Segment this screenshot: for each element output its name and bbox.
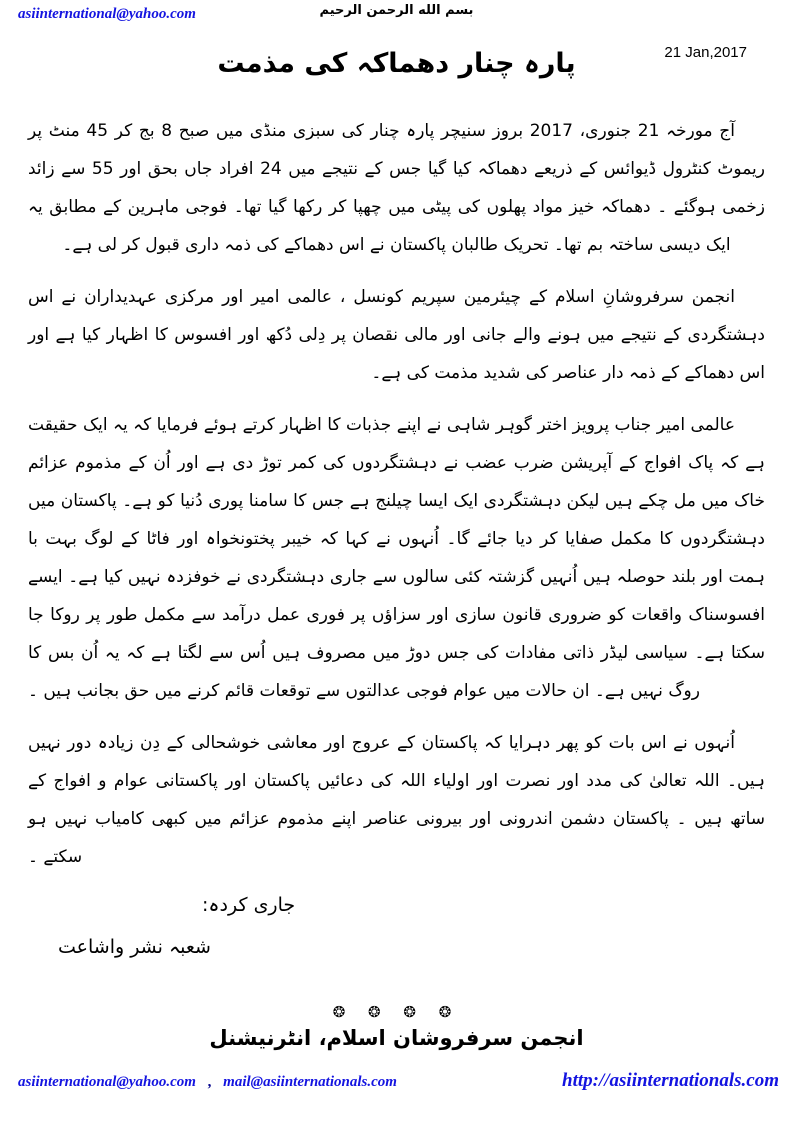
publications-department-label: شعبہ نشر واشاعت [58, 936, 211, 958]
body-paragraph: اُنہوں نے اس بات کو پھر دہرایا کہ پاکستان کے عروج اور معاشی خوشحالی کے دِن زیادہ دور نہیں ہیں۔ اللہ تعالیٰ کی مدد اور نصرت اور اولیاء اللہ کی دعائیں پاکستان اور پاکستانی عوام و افواج کے ساتھ ہیں ۔ پاکستان دشمن اندرونی اور بیرونی عناصر اپنے مذموم عزائم میں کبھی کامیاب نہیں ہو سکتے ۔ [28, 733, 765, 867]
document-body [28, 112, 765, 890]
document-date: 21 Jan,2017 [664, 44, 747, 61]
body-paragraph: انجمن سرفروشانِ اسلام کے چیئرمین سپریم کونسل ، عالمی امیر اور مرکزی عہدیداران نے اس دہشتگردی کے نتیجے میں ہونے والے جانی اور مالی نقصان پر دِلی دُکھ اور افسوس کا اظہار کیا ہے اور اس دھماکے کے ذمہ دار عناصر کی شدید مذمت کی ہے۔ [28, 287, 765, 383]
footer-links-row [18, 1070, 779, 1092]
footer-website-link[interactable]: http://asiinternationals.com [562, 1070, 779, 1091]
body-paragraph: آج مورخہ 21 جنوری، 2017 بروز سنیچر پارہ چنار کی سبزی منڈی میں صبح 8 بج کر 45 منٹ پر ریموٹ کنٹرول ڈیوائس کے ذریعے دھماکہ کیا گیا جس کے نتیجے میں 24 افراد جاں بحق اور 55 سے زائد زخمی ہوگئے ۔ دھماکہ خیز مواد پھلوں کی پیٹی میں چھپا کر رکھا گیا تھا۔ فوجی ماہرین کے مطابق یہ ایک دیسی ساختہ بم تھا۔ تحریک طالبان پاکستان نے اس دھماکے کی ذمہ داری قبول کر لی ہے۔ [28, 121, 765, 255]
bismillah-text: بسم الله الرحمن الرحيم [319, 3, 474, 18]
footer-email-separator: , [207, 1074, 212, 1090]
organization-name: انجمن سرفروشان اسلام، انٹرنیشنل [209, 1026, 584, 1050]
footer-email-group [18, 1074, 397, 1091]
issued-by-label: جاری کردہ: [202, 894, 296, 916]
page-title: پارہ چنار دھماکہ کی مذمت [217, 48, 576, 79]
header-email-link[interactable]: asiinternational@yahoo.com [18, 6, 196, 22]
rosette-ornament-icon: ❂ ❂ ❂ ❂ [332, 1003, 461, 1021]
body-paragraph: عالمی امیر جناب پرویز اختر گوہر شاہی نے اپنے جذبات کا اظہار کرتے ہوئے فرمایا کہ یہ ایک حقیقت ہے کہ پاک افواج کے آپریشن ضرب عضب نے دہشتگردوں کی کمر توڑ دی ہے اور اُن کے مذموم عزائم خاک میں مل چکے ہیں لیکن دہشتگردی ایک ایسا چیلنج ہے جس کا سامنا پوری دُنیا کو ہے۔ پاکستان میں دہشتگردوں کا مکمل صفایا کر دیا جائے گا۔ اُنہوں نے کہا کہ خیبر پختونخواہ اور فاٹا کے لوگ بہت با ہمت اور بلند حوصلہ ہیں اُنہیں گزشتہ کئی سالوں سے جاری دہشتگردی نے خوفزدہ نہیں کیا ہے۔ ایسے افسوسناک واقعات کو ضروری قانون سازی اور سزاؤں پر فوری عمل درآمد سے مکمل طور پر روکا جا سکتا ہے۔ سیاسی لیڈر ذاتی مفادات کی جس دوڑ میں مصروف ہیں اُس سے لگتا ہے کہ یہ اُن بس کا روگ نہیں ہے۔ ان حالات میں عوام فوجی عدالتوں سے توقعات قائم کرنے میں حق بجانب ہیں ۔ [28, 415, 765, 701]
footer-email-secondary[interactable]: mail@asiinternationals.com [223, 1074, 397, 1090]
footer-email-primary[interactable]: asiinternational@yahoo.com [18, 1074, 196, 1090]
